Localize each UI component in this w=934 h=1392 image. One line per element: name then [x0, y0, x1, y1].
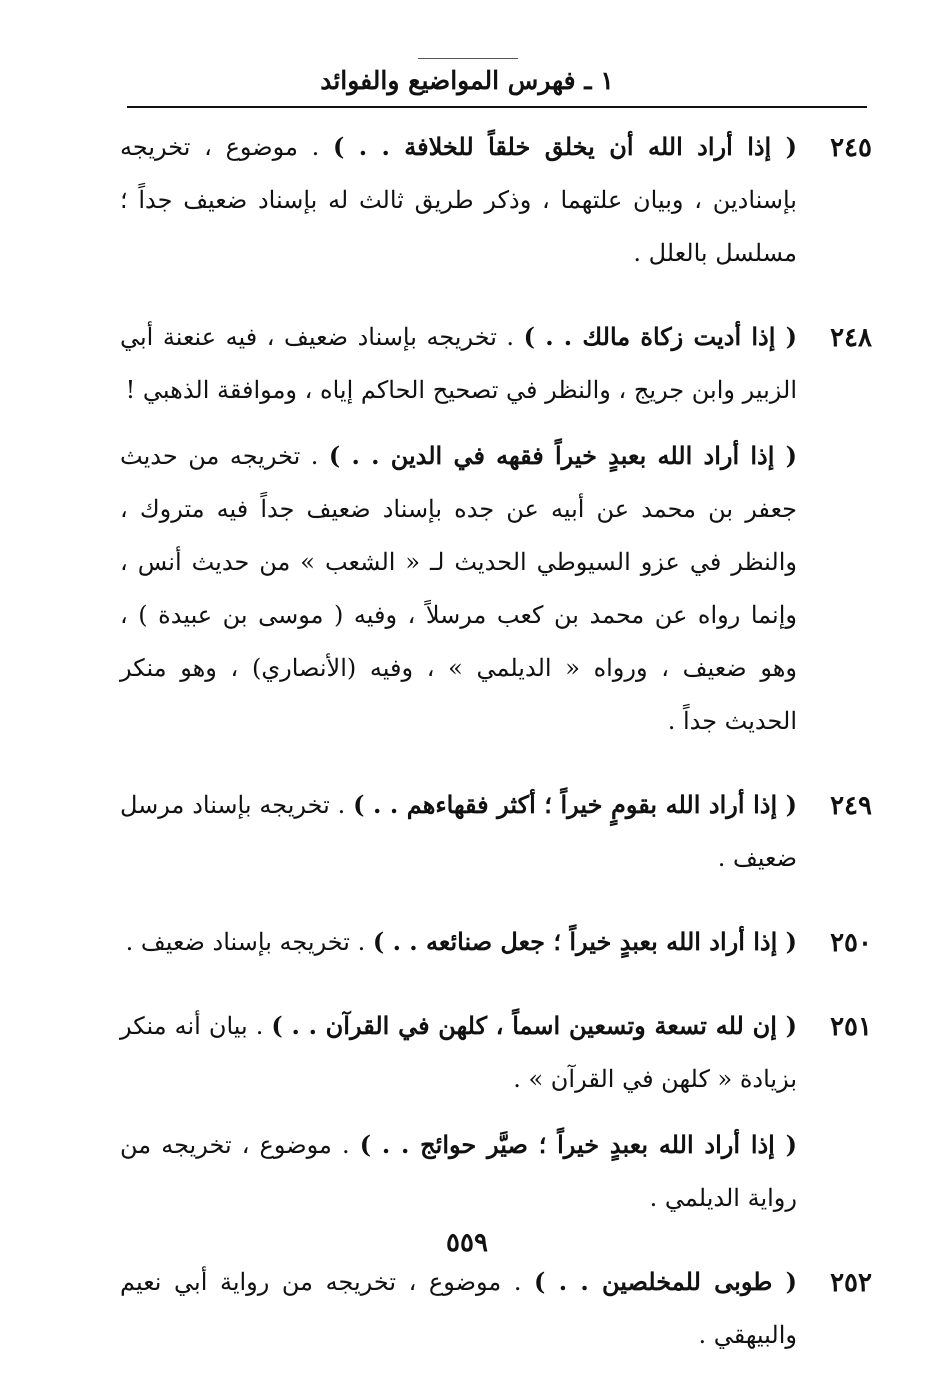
hadith-title: ( إن لله تسعة وتسعين اسماً ، كلهن في القرآن . . ) — [271, 1011, 797, 1040]
page-number: ٥٥٩ — [446, 1228, 488, 1258]
entry-paragraph — [120, 915, 797, 969]
entry-body — [120, 915, 797, 981]
hadith-title: ( إذا أراد الله بعبدٍ خيراً ؛ صيَّر حوائج . . ) — [359, 1130, 797, 1159]
entry-paragraph — [120, 999, 797, 1106]
entry-paragraph — [120, 778, 797, 885]
entry-number: ٢٥١ — [830, 1012, 872, 1042]
entry-description: . تخريجه بإسناد ضعيف ، فيه عنعنة أبي الزبير وابن جريج ، والنظر في تصحيح الحاكم إياه ، وموافقة الذهبي ! — [120, 323, 797, 404]
hadith-title: ( طوبى للمخلصين . . ) — [534, 1267, 797, 1296]
entry-description: . موضوع ، تخريجه بإسنادين ، وبيان علتهما ، وذكر طريق ثالث له بإسناد ضعيف جداً ؛ مسلسل بالعلل . — [120, 133, 797, 267]
entry-description: . موضوع ، تخريجه من رواية أبي نعيم والبيهقي . — [120, 1268, 797, 1349]
entry-body — [120, 1255, 797, 1374]
entry-paragraph — [120, 310, 797, 417]
entry-number: ٢٥٢ — [830, 1268, 872, 1298]
hadith-title: ( إذا أراد الله بعبدٍ خيراً فقهه في الدين . . ) — [328, 441, 797, 470]
entry-body — [120, 999, 797, 1237]
index-entries — [120, 120, 872, 1392]
entry-paragraph — [120, 120, 797, 280]
entry-description: . تخريجه من حديث جعفر بن محمد عن أبيه عن جده بإسناد ضعيف جداً فيه متروك ، والنظر في عزو السيوطي الحديث لـ « الشعب » من حديث أنس ، وإنما رواه عن محمد بن كعب مرسلاً ، وفيه ( موسى بن عبيدة ) ، وهو ضعيف ، ورواه « الديلمي » ، وفيه (الأنصاري) ، وهو منكر الحديث جداً . — [120, 442, 797, 735]
entry-body — [120, 120, 797, 292]
header-top-rule — [418, 58, 518, 59]
hadith-title: ( إذا أراد الله بعبدٍ خيراً ؛ جعل صنائعه . . ) — [372, 927, 797, 956]
index-entry — [120, 1255, 872, 1374]
hadith-title: ( إذا أديت زكاة مالك . . ) — [523, 322, 797, 351]
entry-body — [120, 310, 797, 760]
entry-number: ٢٤٨ — [830, 323, 872, 353]
entry-description: . تخريجه بإسناد ضعيف . — [125, 928, 373, 956]
entry-paragraph — [120, 1255, 797, 1362]
entry-paragraph — [120, 429, 797, 748]
index-entry — [120, 999, 872, 1237]
entry-description: . تخريجه بإسناد مرسل ضعيف . — [120, 791, 797, 872]
entry-number: ٢٤٩ — [830, 791, 872, 821]
entry-body — [120, 778, 797, 897]
entry-number: ٢٥٠ — [830, 928, 872, 958]
hadith-title: ( إذا أراد الله أن يخلق خلقاً للخلافة . . ) — [332, 132, 797, 161]
entry-paragraph — [120, 1118, 797, 1225]
index-entry — [120, 310, 872, 760]
hadith-title: ( إذا أراد الله بقومٍ خيراً ؛ أكثر فقهاءهم . . ) — [353, 790, 798, 819]
index-entry — [120, 120, 872, 292]
header-divider — [127, 106, 867, 108]
entry-number: ٢٤٥ — [830, 133, 872, 163]
index-entry — [120, 915, 872, 981]
entry-description: . بيان أنه منكر بزيادة « كلهن في القرآن » . — [120, 1012, 797, 1093]
index-entry — [120, 778, 872, 897]
entry-description: . موضوع ، تخريجه من رواية الديلمي . — [120, 1131, 797, 1212]
running-header: ١ ـ فهرس المواضيع والفوائد — [320, 66, 614, 95]
